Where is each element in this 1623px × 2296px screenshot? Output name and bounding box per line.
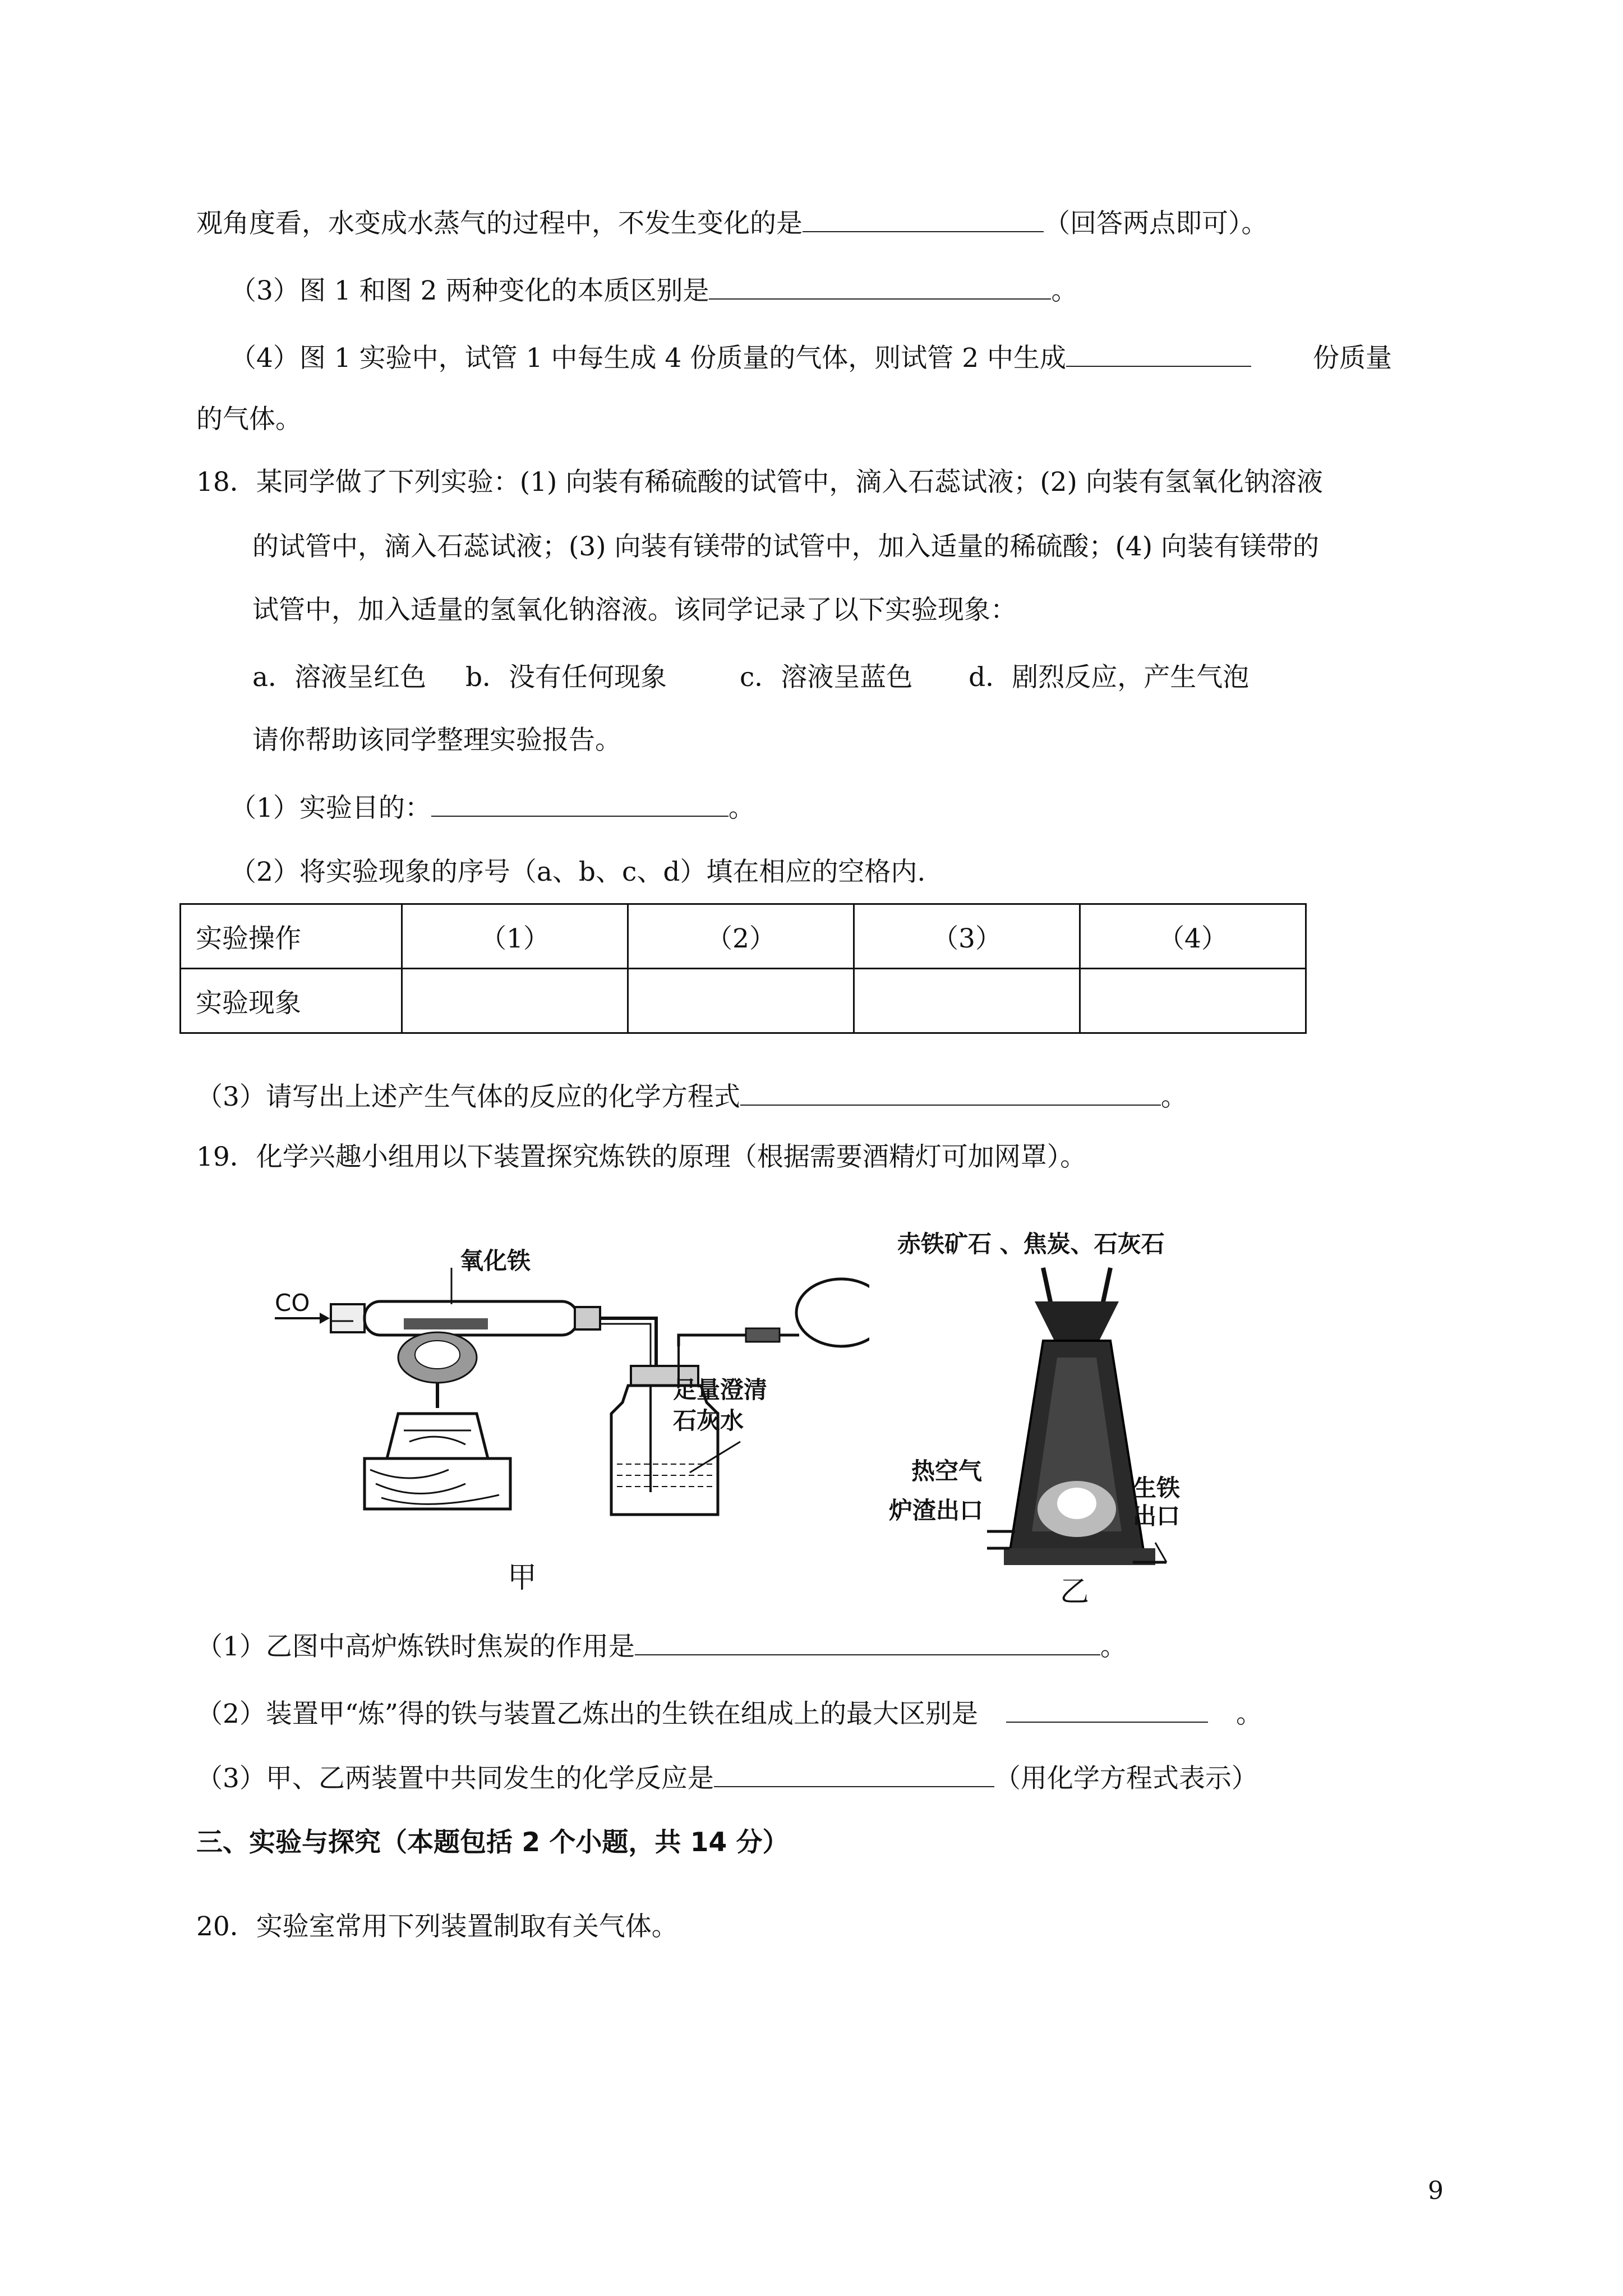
table-header-phenomenon: 实验现象 <box>181 969 402 1033</box>
q18-p3-suffix: 。 <box>1160 1082 1187 1112</box>
label-pig-iron-1: 生铁 <box>1133 1474 1181 1502</box>
q20-intro: 20．实验室常用下列装置制取有关气体。 <box>196 1911 678 1942</box>
q18-option-d: d．剧烈反应，产生气泡 <box>969 662 1249 693</box>
q18-line2: 的试管中，滴入石蕊试液；(3) 向装有镁带的试管中，加入适量的稀硫酸；(4) 向装有镁带的 <box>252 531 1320 562</box>
q18-line1: 18．某同学做了下列实验：(1) 向装有稀硫酸的试管中，滴入石蕊试液；(2) 向装有氢氧化钠溶液 <box>196 467 1323 498</box>
q18-option-b: b．没有任何现象 <box>465 662 667 693</box>
q17-line1-text: 观角度看，水变成水蒸气的过程中，不发生变化的是 <box>196 208 803 239</box>
q17-blank-1[interactable] <box>803 206 1044 232</box>
q18-option-a: a．溶液呈红色 <box>252 662 427 693</box>
table-cell-op4: （4） <box>1080 904 1306 969</box>
label-hot-air: 热空气 <box>911 1457 983 1485</box>
q18-line3: 试管中，加入适量的氢氧化钠溶液。该同学记录了以下实验现象： <box>252 595 1017 625</box>
q19-p1 <box>196 1630 1127 1664</box>
q18-blank-3[interactable] <box>740 1080 1161 1106</box>
q19-p2-suffix: 。 <box>1235 1699 1262 1729</box>
table-input-3[interactable] <box>854 969 1080 1033</box>
label-iron-oxide: 氧化铁 <box>460 1247 531 1274</box>
q17-p4-suffix: 份质量 <box>1313 343 1393 374</box>
q17-p3-suffix: 。 <box>1051 275 1078 306</box>
q18-p1-text: （1）实验目的： <box>230 793 431 823</box>
q17-line1-suffix: （回答两点即可）。 <box>1044 208 1268 239</box>
q19-p2-text: （2）装置甲“炼”得的铁与装置乙炼出的生铁在组成上的最大区别是 <box>196 1699 978 1729</box>
arrow-head-icon <box>320 1313 330 1324</box>
figure-jia <box>264 1223 869 1649</box>
q19-blank-2[interactable] <box>1006 1697 1208 1723</box>
q18-prompt: 请你帮助该同学整理实验报告。 <box>252 725 621 756</box>
balloon <box>796 1279 869 1346</box>
figure-yi <box>931 1262 1223 1599</box>
q19-p1-text: （1）乙图中高炉炼铁时焦炭的作用是 <box>196 1631 635 1662</box>
q18-p1 <box>230 791 755 825</box>
q18-p3-text: （3）请写出上述产生气体的反应的化学方程式 <box>196 1082 740 1112</box>
table-input-1[interactable] <box>402 969 628 1033</box>
q18-option-c: c．溶液呈蓝色 <box>739 662 913 693</box>
label-raw-materials: 赤铁矿石 、焦炭、石灰石 <box>897 1230 1165 1258</box>
q19-p1-suffix: 。 <box>1100 1631 1127 1662</box>
q19-blank-3[interactable] <box>714 1761 994 1787</box>
q17-p4-line2: 的气体。 <box>196 404 302 435</box>
wood-block <box>365 1458 510 1509</box>
q19-p2 <box>196 1697 1262 1731</box>
table-cell-op3: （3） <box>854 904 1080 969</box>
experiment-table <box>179 903 1307 1034</box>
q17-blank-3[interactable] <box>709 274 1051 300</box>
q19-blank-1[interactable] <box>635 1630 1100 1655</box>
section-title: 三、实验与探究（本题包括 2 个小题，共 14 分） <box>196 1827 789 1858</box>
q17-p3 <box>230 274 1077 308</box>
q18-p3 <box>196 1080 1187 1114</box>
q19-p3 <box>196 1761 1258 1796</box>
table-input-4[interactable] <box>1080 969 1306 1033</box>
table-input-2[interactable] <box>628 969 854 1033</box>
table-cell-op2: （2） <box>628 904 854 969</box>
page-number: 9 <box>1428 2177 1444 2205</box>
table-row <box>181 904 1306 969</box>
furnace-hopper <box>1035 1301 1119 1341</box>
q17-p4-text: （4）图 1 实验中，试管 1 中每生成 4 份质量的气体，则试管 2 中生成 <box>230 343 1067 374</box>
iron-oxide-powder <box>404 1318 488 1329</box>
label-limewater-2: 石灰水 <box>673 1407 744 1434</box>
q19-intro: 19．化学兴趣小组用以下装置探究炼铁的原理（根据需要酒精灯可加网罩）。 <box>196 1142 1087 1172</box>
q18-blank-1[interactable] <box>431 791 728 817</box>
q19-p3-suffix: （用化学方程式表示） <box>994 1763 1258 1794</box>
q19-p3-text: （3）甲、乙两装置中共同发生的化学反应是 <box>196 1763 714 1794</box>
q17-blank-4[interactable] <box>1066 341 1251 367</box>
caption-yi: 乙 <box>1060 1575 1090 1609</box>
label-limewater-1: 足量澄清 <box>673 1376 768 1404</box>
label-pig-iron-2: 出口 <box>1133 1502 1181 1530</box>
table-header-operation: 实验操作 <box>181 904 402 969</box>
q18-options <box>252 661 1249 694</box>
q18-p1-suffix: 。 <box>728 793 755 823</box>
caption-jia: 甲 <box>508 1561 537 1595</box>
q17-line1 <box>196 206 1268 241</box>
table-cell-op1: （1） <box>402 904 628 969</box>
label-co: CO <box>275 1289 310 1317</box>
table-row <box>181 969 1306 1033</box>
q17-p4 <box>230 341 1392 375</box>
label-slag-outlet: 炉渣出口 <box>889 1497 984 1524</box>
q17-p3-text: （3）图 1 和图 2 两种变化的本质区别是 <box>230 275 709 306</box>
q18-p2-text: （2）将实验现象的序号（a、b、c、d）填在相应的空格内. <box>230 857 926 887</box>
